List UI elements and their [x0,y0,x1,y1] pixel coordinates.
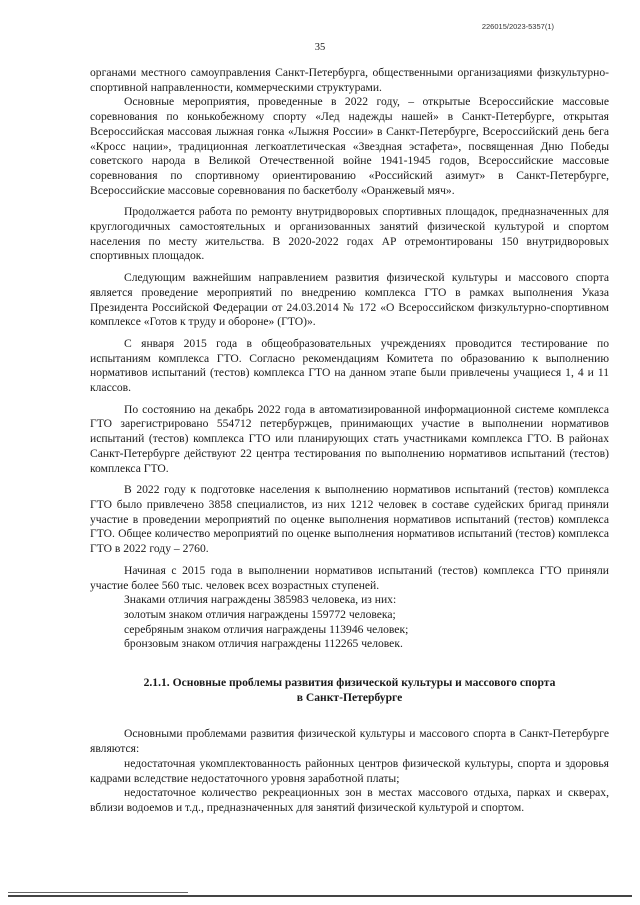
scan-edge-line [8,892,188,893]
paragraph: Следующим важнейшим направлением развития физической культуры и массового спорта является проведение мероприятий по внедрению комплекса ГТО в рамках выполнения Указа Президента Российской Федерации от 24.03.2014 № 172 «О Всероссийском физкультурно-спортивном комплексе «Готов к труду и обороне» (ГТО)». [90,271,609,329]
paragraph: Начиная с 2015 года в выполнении нормативов испытаний (тестов) комплекса ГТО приняли участие более 560 тыс. человек всех возрастных ступеней. [90,563,609,592]
list-item: недостаточная укомплектованность районных центров физической культуры, спорта и здоровья кадрами вследствие недостаточного уровня заработной платы; [90,756,609,785]
paragraph: органами местного самоуправления Санкт-Петербурга, общественными организациями физкультурно-спортивной направленности, коммерческими структурами. [90,66,609,94]
page-number: 35 [314,42,326,53]
list-item: недостаточное количество рекреационных зон в местах массового отдыха, парках и скверах, вблизи водоемов и т.д., предназначенных для занятий физической культурой и спортом. [90,786,609,814]
document-id: 226015/2023-5357(1) [481,22,554,31]
paragraph: С января 2015 года в общеобразовательных учреждениях проводится тестирование по испытаниям комплекса ГТО. Согласно рекомендациям Комитета по образованию к выполнению нормативов испытаний (тестов) комплекса ГТО на данном этапе были привлечены учащиеся 1, 4 и 11 классов. [90,336,609,395]
paragraph: Основные мероприятия, проведенные в 2022 году, – открытые Всероссийские массовые соревнования по конькобежному спорту «Лед надежды нашей» в Санкт-Петербурге, открытая Всероссийская массовая лыжная гонка «Лыжня России» в Санкт-Петербурге, Всероссийский день бега «Кросс нации», традиционная легкоатлетическая «Звездная эстафета», посвященная Дню Победы советского народа в Великой Отечественной войне 1941-1945 годов, Всероссийские массовые соревнования по спортивному ориентированию «Российский азимут» в Санкт-Петербурге, Всероссийские массовые соревнования по баскетболу «Оранжевый мяч». [90,95,609,197]
award-line: бронзовым знаком отличия награждены 112265 человек. [124,637,403,651]
section-heading-line: в Санкт-Петербурге [296,690,403,704]
paragraph: Основными проблемами развития физической культуры и массового спорта в Санкт-Петербурге являются: [90,727,609,756]
paragraph: Продолжается работа по ремонту внутридворовых спортивных площадок, предназначенных для круглогодичных самостоятельных и организованных занятий физической культурой и спортом населения по месту жительства. В 2020-2022 годах АР отремонтированы 150 внутридворовых спортивных площадок. [90,205,609,263]
award-line: Знаками отличия награждены 385983 человека, из них: [124,593,397,607]
scan-edge-line [8,895,632,897]
award-line: серебряным знаком отличия награждены 113946 человек; [124,622,409,636]
section-heading [90,676,609,705]
document-body [90,66,609,816]
paragraph: В 2022 году к подготовке населения к выполнению нормативов испытаний (тестов) комплекса ГТО было привлечено 3858 специалистов, из них 1212 человек в составе судейских бригад приняли участие в проведении мероприятий по оценке выполнения нормативов испытаний (тестов) комплекса ГТО. Общее количество мероприятий по оценке выполнения нормативов испытаний (тестов) комплекса ГТО в 2022 году – 2760. [90,483,609,556]
paragraph: По состоянию на декабрь 2022 года в автоматизированной информационной системе комплекса ГТО зарегистрировано 554712 петербуржцев, принимающих участие в выполнении нормативов испытаний (тестов) комплекса ГТО или планирующих стать участниками комплекса ГТО. В районах Санкт-Петербурге действуют 22 центра тестирования по выполнению нормативов испытаний (тестов) комплекса ГТО. [90,402,609,475]
award-line: золотым знаком отличия награждены 159772 человека; [124,607,396,621]
section-heading-line: 2.1.1. Основные проблемы развития физической культуры и массового спорта [143,676,556,690]
